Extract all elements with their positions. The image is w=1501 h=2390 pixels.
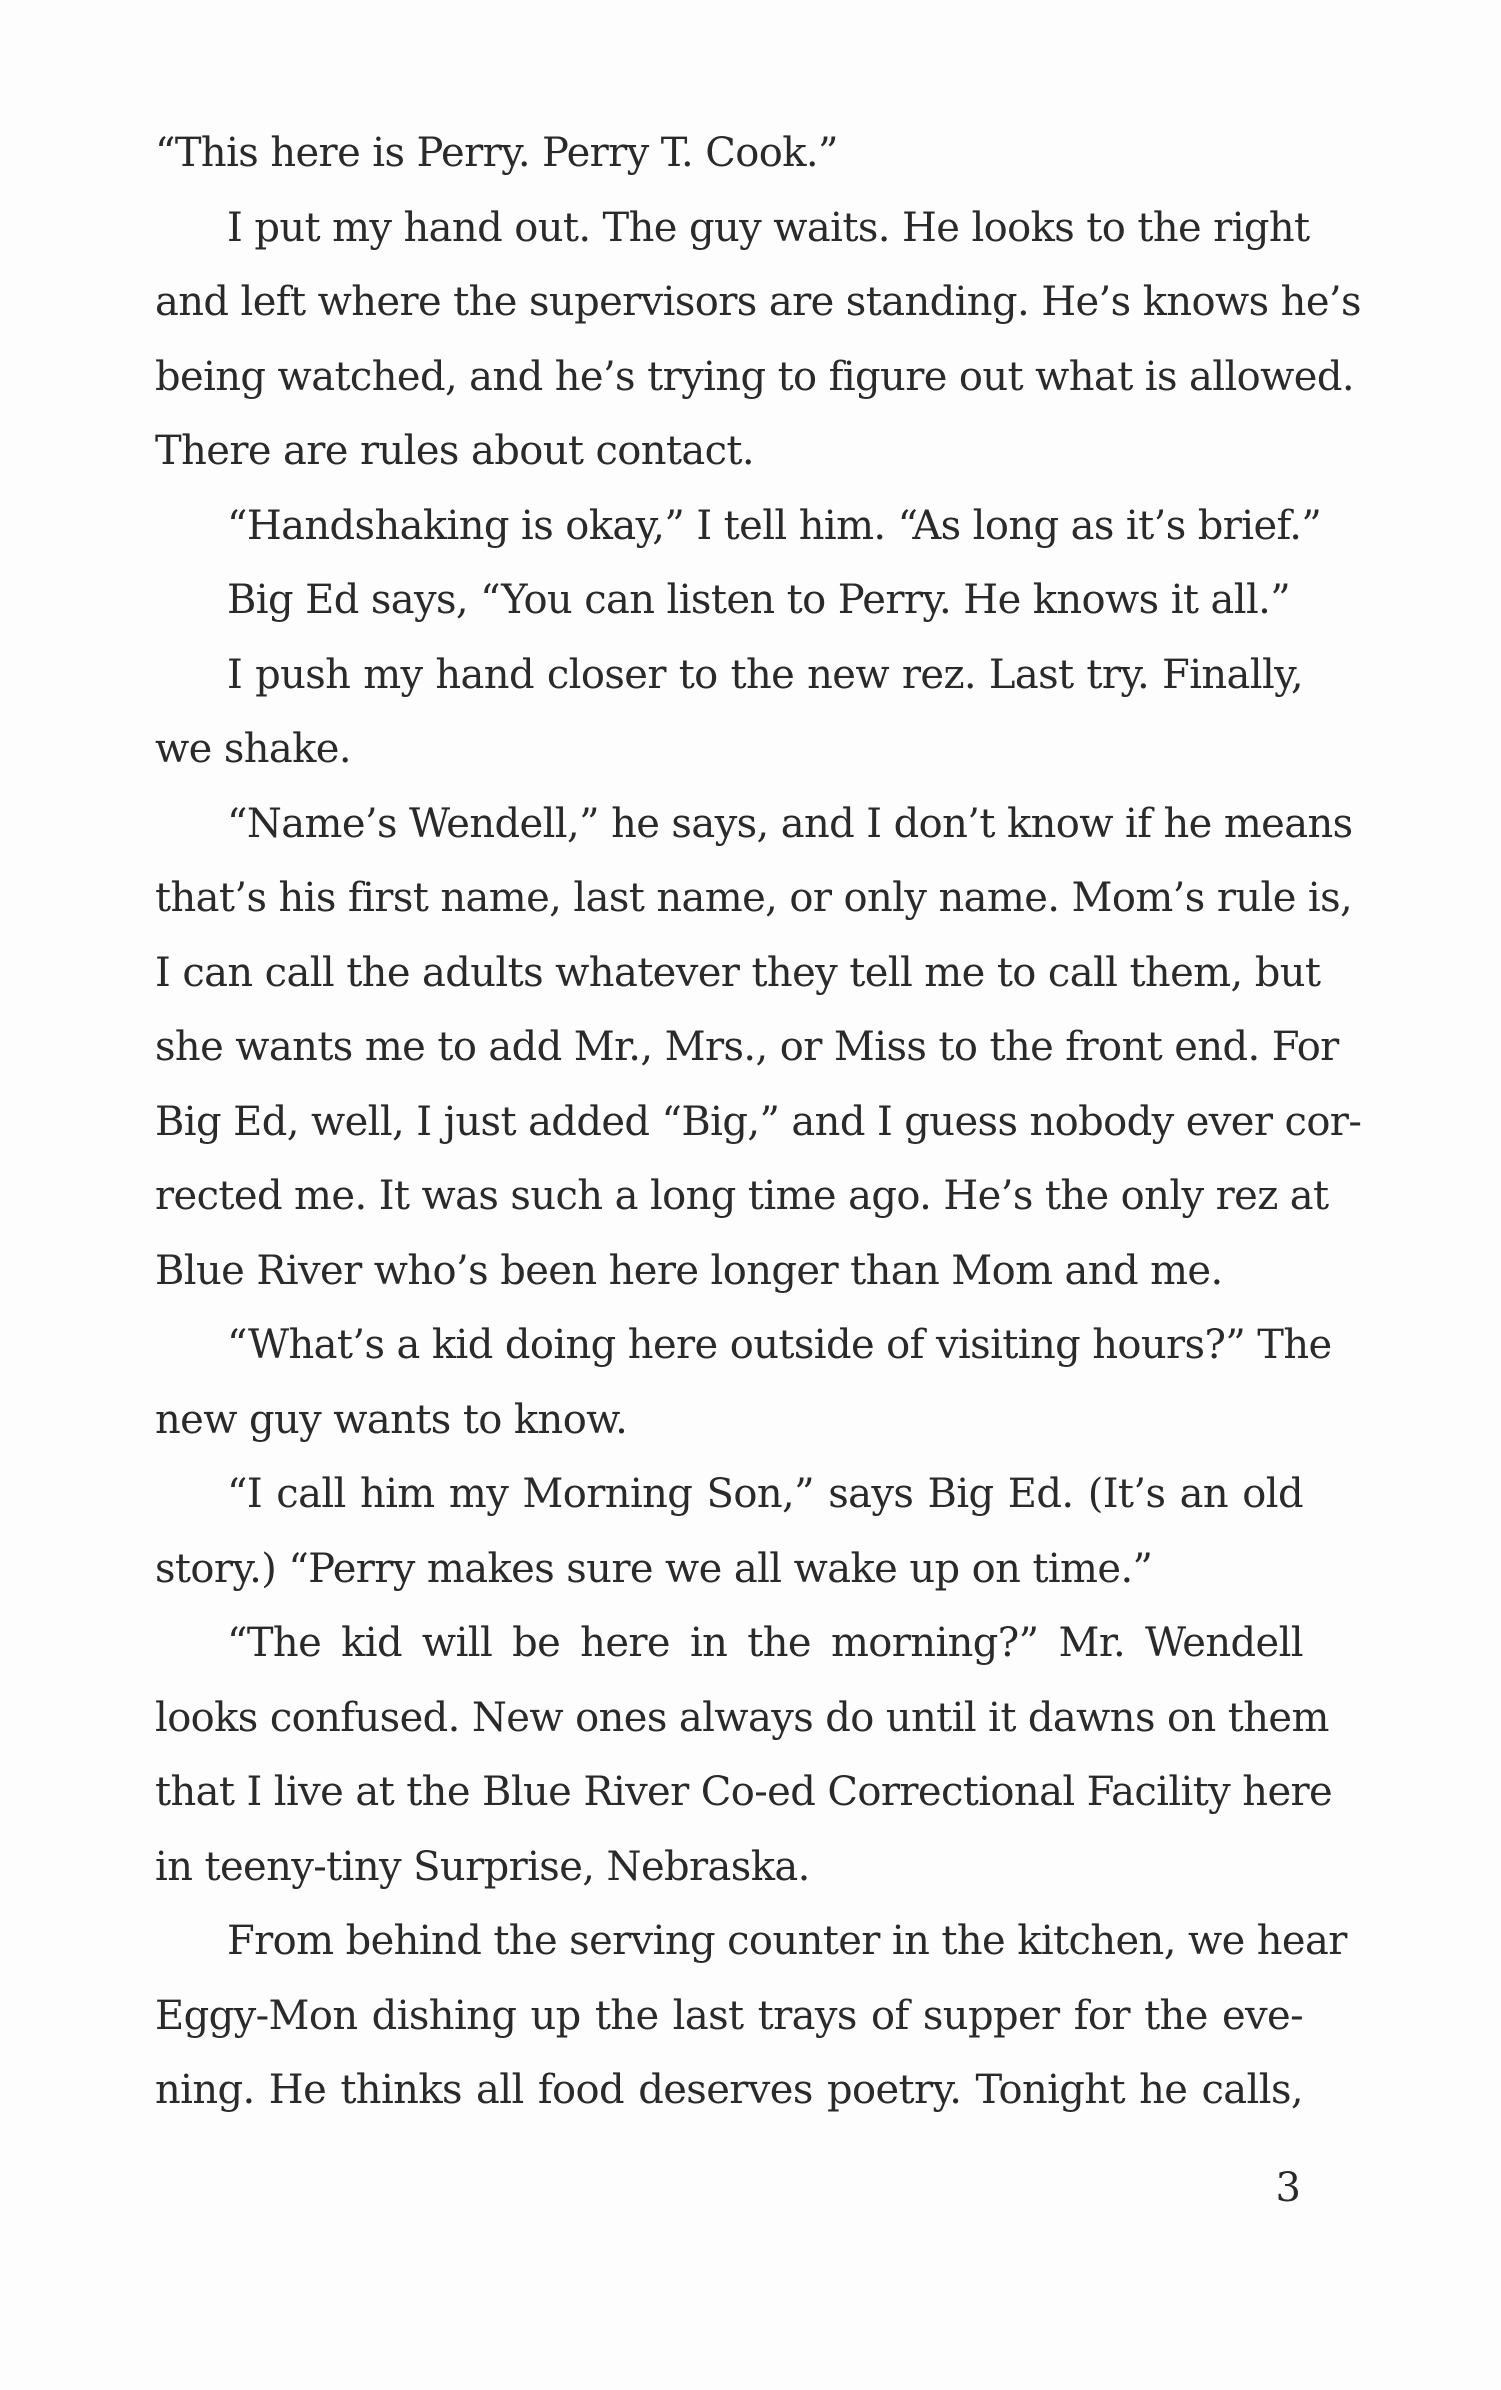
text-line: “I call him my Morning Son,” says Big Ed. (It’s an old xyxy=(227,1471,1303,1517)
text-line: “This here is Perry. Perry T. Cook.” xyxy=(155,130,838,176)
text-line: Big Ed says, “You can listen to Perry. He knows it all.” xyxy=(227,577,1291,623)
text-line: Eggy-Mon dishing up the last trays of supper for the eve- xyxy=(155,1992,1303,2039)
text-line: I can call the adults whatever they tell me to call them, but xyxy=(155,949,1321,996)
text-line: that I live at the Blue River Co-ed Correctional Facility here xyxy=(155,1769,1333,1815)
text-line: There are rules about contact. xyxy=(155,428,755,474)
text-line: she wants me to add Mr., Mrs., or Miss to the front end. For xyxy=(155,1024,1339,1070)
text-line: I put my hand out. The guy waits. He looks to the right xyxy=(227,204,1310,251)
page-number: 3 xyxy=(1275,2165,1301,2211)
text-line: being watched, and he’s trying to figure out what is allowed. xyxy=(155,353,1354,400)
text-line: story.) “Perry makes sure we all wake up on time.” xyxy=(155,1545,1153,1592)
text-line: Blue River who’s been here longer than Mom and me. xyxy=(155,1247,1223,1294)
text-line: “What’s a kid doing here outside of visiting hours?” The xyxy=(227,1322,1332,1368)
text-line: “Name’s Wendell,” he says, and I don’t know if he means xyxy=(227,800,1353,847)
text-line: and left where the supervisors are standing. He’s knows he’s xyxy=(155,279,1361,325)
text-line: Big Ed, well, I just added “Big,” and I guess nobody ever cor- xyxy=(155,1098,1362,1145)
text-line: “Handshaking is okay,” I tell him. “As long as it’s brief.” xyxy=(227,502,1322,549)
text-line: in teeny-tiny Surprise, Nebraska. xyxy=(155,1843,810,1890)
text-line: we shake. xyxy=(155,726,351,772)
text-line: rected me. It was such a long time ago. He’s the only rez at xyxy=(155,1173,1329,1219)
body-text xyxy=(155,116,1362,2128)
text-line: From behind the serving counter in the kitchen, we hear xyxy=(227,1918,1347,1964)
text-line: I push my hand closer to the new rez. Last try. Finally, xyxy=(227,651,1303,698)
text-line: ning. He thinks all food deserves poetry. Tonight he calls, xyxy=(155,2067,1303,2113)
text-line: that’s his first name, last name, or only name. Mom’s rule is, xyxy=(155,875,1353,921)
text-line: new guy wants to know. xyxy=(155,1396,628,1443)
text-line: looks confused. New ones always do until it dawns on them xyxy=(155,1694,1329,1741)
text-line: “The kid will be here in the morning?” Mr. Wendell xyxy=(227,1620,1303,1666)
